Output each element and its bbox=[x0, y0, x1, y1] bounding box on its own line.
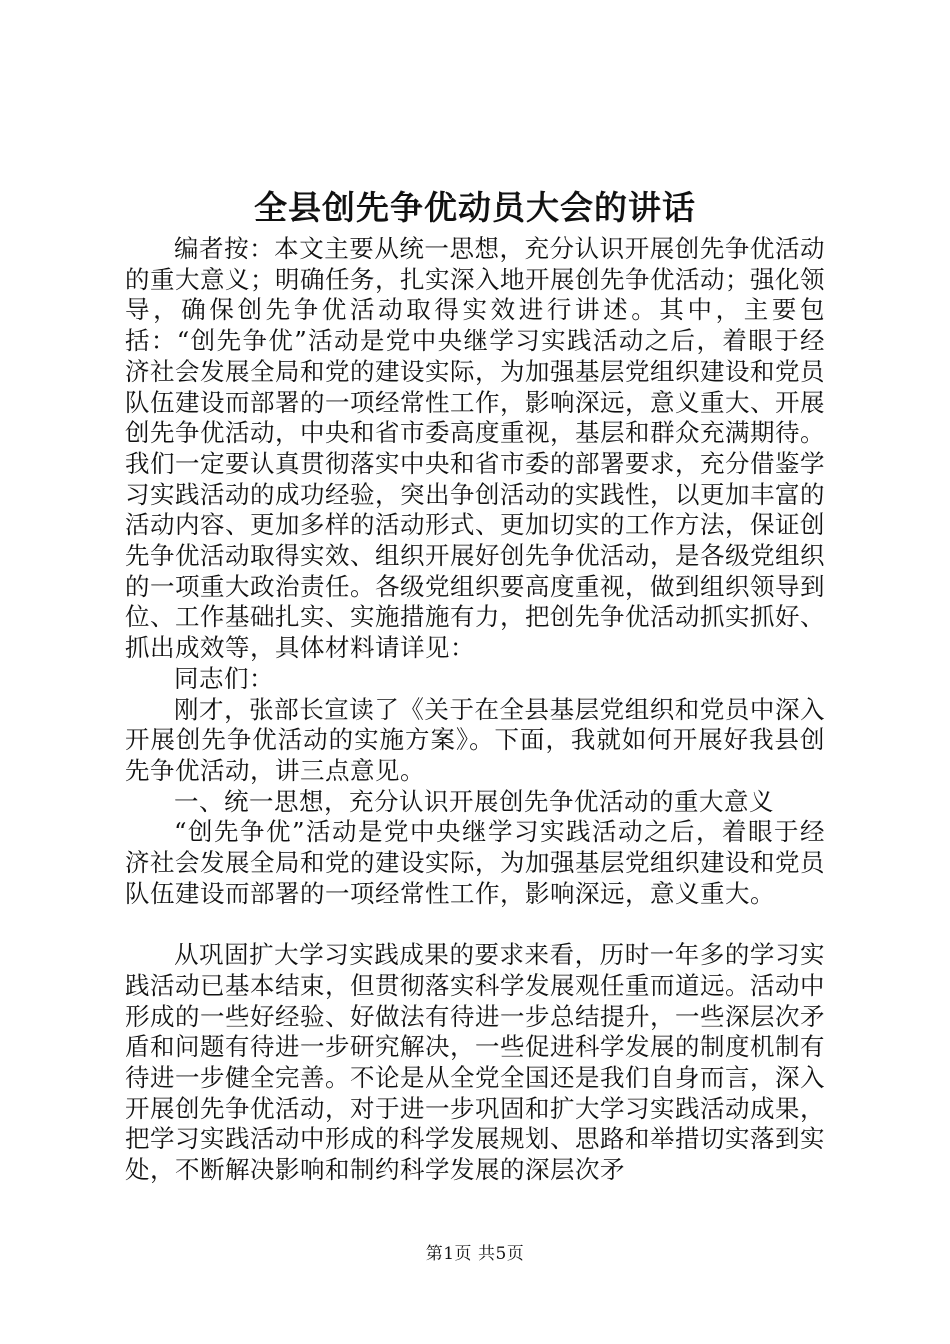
intro-paragraph: 刚才，张部长宣读了《关于在全县基层党组织和党员中深入开展创先争优活动的实施方案》。下面，我就如何开展好我县创先争优活动，讲三点意见。 bbox=[125, 694, 825, 785]
section-1-paragraph-2: 从巩固扩大学习实践成果的要求来看，历时一年多的学习实践活动已基本结束，但贯彻落实科学发展观任重而道远。活动中形成的一些好经验、好做法有待进一步总结提升，一些深层次矛盾和问题有待进一步研究解决，一些促进科学发展的制度机制有待进一步健全完善。不论是从全党全国还是我们自身而言，深入开展创先争优活动，对于进一步巩固和扩大学习实践活动成果，把学习实践活动中形成的科学发展规划、思路和举措切实落到实处，不断解决影响和制约科学发展的深层次矛 bbox=[125, 940, 825, 1185]
salutation-paragraph: 同志们： bbox=[174, 663, 274, 693]
section-1-paragraph-1: “创先争优”活动是党中央继学习实践活动之后，着眼于经济社会发展全局和党的建设实际，为加强基层党组织建设和党员队伍建设而部署的一项经常性工作，影响深远，意义重大。 bbox=[125, 817, 825, 908]
document-body bbox=[125, 234, 825, 1186]
paragraph-spacer bbox=[125, 909, 825, 940]
section-heading-1: 一、统一思想，充分认识开展创先争优活动的重大意义 bbox=[174, 786, 774, 816]
editor-note-paragraph: 编者按：本文主要从统一思想，充分认识开展创先争优活动的重大意义；明确任务，扎实深入地开展创先争优活动；强化领导，确保创先争优活动取得实效进行讲述。其中，主要包括：“创先争优”活动是党中央继学习实践活动之后，着眼于经济社会发展全局和党的建设实际，为加强基层党组织建设和党员队伍建设而部署的一项经常性工作，影响深远，意义重大、开展创先争优活动，中央和省市委高度重视，基层和群众充满期待。我们一定要认真贯彻落实中央和省市委的部署要求，充分借鉴学习实践活动的成功经验，突出争创活动的实践性，以更加丰富的活动内容、更加多样的活动形式、更加切实的工作方法，保证创先争优活动取得实效、组织开展好创先争优活动，是各级党组织的一项重大政治责任。各级党组织要高度重视，做到组织领导到位、工作基础扎实、实施措施有力，把创先争优活动抓实抓好、抓出成效等，具体材料请详见： bbox=[125, 234, 825, 663]
document-title: 全县创先争优动员大会的讲话 bbox=[254, 188, 696, 227]
page-footer: 第1页 共5页 bbox=[425, 1244, 525, 1264]
